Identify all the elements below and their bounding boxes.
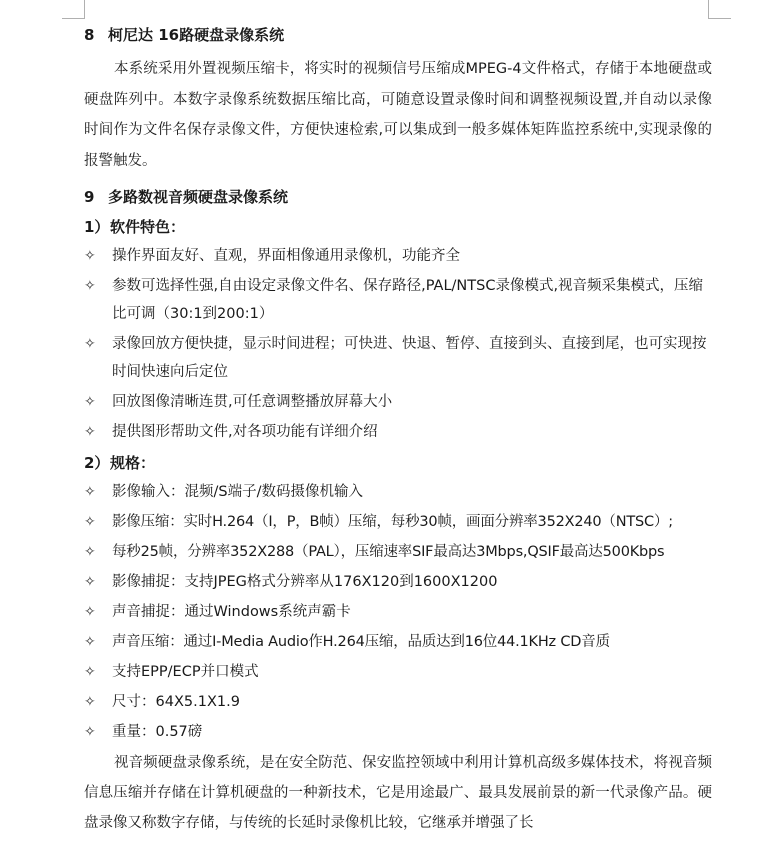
list-item-text: 操作界面友好、直观，界面相像通用录像机，功能齐全	[112, 248, 460, 264]
list-item-text: 影像压缩：实时H.264（I，P，B帧）压缩，每秒30帧，画面分辨率352X240（NTSC）;	[112, 514, 673, 530]
section-number: 8	[84, 26, 95, 44]
section-8-paragraph: 本系统采用外置视频压缩卡，将实时的视频信号压缩成MPEG-4文件格式，存储于本地硬盘或硬盘阵列中。本数字录像系统数据压缩比高，可随意设置录像时间和调整视频设置,并自动以录像时间作为文件名保存录像文件，方便快速检索,可以集成到一般多媒体矩阵监控系统中,实现录像的报警触发。	[84, 61, 712, 169]
subsection-title: 软件特色：	[110, 218, 186, 236]
list-item	[84, 272, 712, 328]
list-item	[84, 718, 712, 746]
list-item-text: 重量：0.57磅	[112, 724, 203, 740]
list-item-text: 提供图形帮助文件,对各项功能有详细介绍	[112, 424, 378, 440]
document-body	[84, 20, 712, 853]
bullet-diamond-icon: ✧	[84, 484, 96, 500]
list-item	[84, 568, 712, 596]
subsection-title: 规格：	[110, 454, 156, 472]
features-heading	[84, 212, 712, 242]
bullet-diamond-icon: ✧	[84, 514, 96, 530]
crop-mark-top-left	[62, 0, 85, 19]
list-item	[84, 242, 712, 270]
subsection-number: 2）	[84, 454, 110, 472]
list-item-text: 录像回放方便快捷，显示时间进程；可快进、快退、暂停、直接到头、直接到尾，也可实现按时间快速向后定位	[112, 336, 707, 380]
list-item-text: 参数可选择性强,自由设定录像文件名、保存路径,PAL/NTSC录像模式,视音频采集模式，压缩比可调（30:1到200:1）	[112, 278, 704, 322]
subsection-number: 1）	[84, 218, 110, 236]
list-item	[84, 538, 712, 566]
bullet-diamond-icon: ✧	[84, 604, 96, 620]
closing-paragraph: 视音频硬盘录像系统，是在安全防范、保安监控领域中利用计算机高级多媒体技术，将视音频信息压缩并存储在计算机硬盘的一种新技术，它是用途最广、最具发展前景的新一代录像产品。硬盘录像又称数字存储，与传统的长延时录像机比较，它继承并增强了长	[84, 755, 712, 831]
list-item-text: 声音捕捉：通过Windows系统声霸卡	[112, 604, 351, 620]
list-item	[84, 388, 712, 416]
list-item	[84, 478, 712, 506]
bullet-diamond-icon: ✧	[84, 394, 96, 410]
list-item-text: 尺寸：64X5.1X1.9	[112, 694, 240, 710]
bullet-diamond-icon: ✧	[84, 694, 96, 710]
list-item-text: 每秒25帧，分辨率352X288（PAL），压缩速率SIF最高达3Mbps,QSIF最高达500Kbps	[112, 544, 665, 560]
list-item-text: 声音压缩：通过I-Media Audio作H.264压缩，品质达到16位44.1KHz CD音质	[112, 634, 610, 650]
list-item-text: 回放图像清晰连贯,可任意调整播放屏幕大小	[112, 394, 393, 410]
crop-mark-top-right	[708, 0, 731, 19]
list-item	[84, 418, 712, 446]
list-item	[84, 330, 712, 386]
section-9-heading	[84, 182, 712, 212]
list-item	[84, 508, 712, 536]
bullet-diamond-icon: ✧	[84, 664, 96, 680]
bullet-diamond-icon: ✧	[84, 278, 96, 294]
bullet-diamond-icon: ✧	[84, 248, 96, 264]
bullet-diamond-icon: ✧	[84, 634, 96, 650]
section-title: 柯尼达 16路硬盘录像系统	[108, 26, 285, 44]
section-number: 9	[84, 188, 95, 206]
bullet-diamond-icon: ✧	[84, 544, 96, 560]
list-item-text: 影像捕捉：支持JPEG格式分辨率从176X120到1600X1200	[112, 574, 498, 590]
list-item	[84, 658, 712, 686]
section-8-heading	[84, 20, 712, 50]
section-title: 多路数视音频硬盘录像系统	[108, 188, 289, 206]
bullet-diamond-icon: ✧	[84, 574, 96, 590]
list-item	[84, 628, 712, 656]
specs-heading	[84, 448, 712, 478]
bullet-diamond-icon: ✧	[84, 424, 96, 440]
bullet-diamond-icon: ✧	[84, 724, 96, 740]
list-item	[84, 688, 712, 716]
list-item	[84, 598, 712, 626]
list-item-text: 影像输入：混频/S端子/数码摄像机输入	[112, 484, 363, 500]
list-item-text: 支持EPP/ECP并口模式	[112, 664, 259, 680]
bullet-diamond-icon: ✧	[84, 336, 96, 352]
